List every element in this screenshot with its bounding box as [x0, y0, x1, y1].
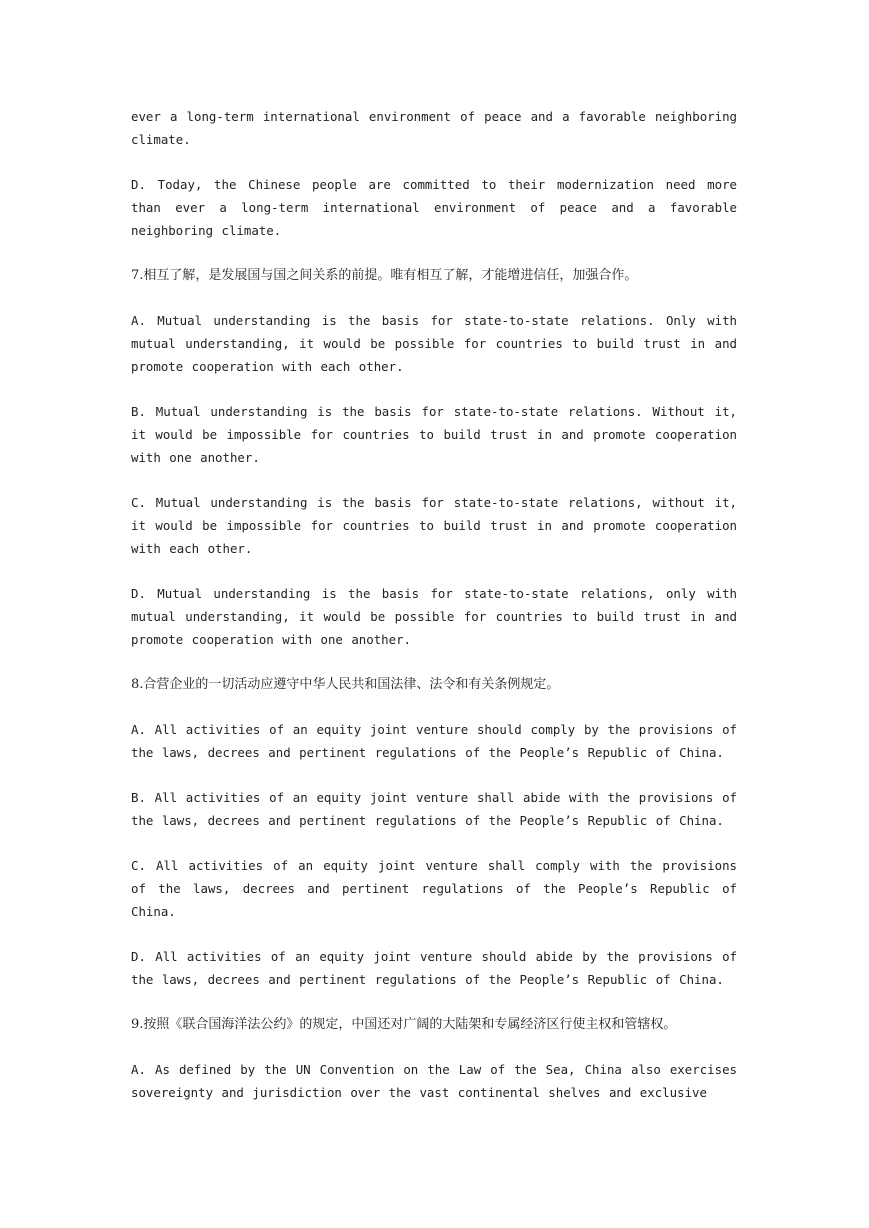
- q6-option-d: D. Today, the Chinese people are committed to their modernization need more than ever a long-term international environment of peace and a favorable neighboring climate.: [131, 177, 737, 238]
- q7-option-c: C. Mutual understanding is the basis for state-to-state relations, without it, it would be impossible for countries to build trust in and promote cooperation with each other.: [131, 495, 737, 556]
- q8-option-c: C. All activities of an equity joint venture shall comply with the provisions of the laws, decrees and pertinent regulations of the People’s Republic of China.: [131, 858, 737, 919]
- q8-option-d: D. All activities of an equity joint venture should abide by the provisions of the laws, decrees and pertinent regulations of the People’s Republic of China.: [131, 949, 737, 987]
- q8-prompt: 8.合营企业的一切活动应遵守中华人民共和国法律、法令和有关条例规定。: [131, 677, 560, 692]
- q9-option-a: A. As defined by the UN Convention on the Law of the Sea, China also exercises sovereignty and jurisdiction over the vast continental shelves and exclusive: [131, 1062, 737, 1100]
- q7-option-b: B. Mutual understanding is the basis for state-to-state relations. Without it, it would be impossible for countries to build trust in and promote cooperation with one another.: [131, 404, 737, 465]
- q8-option-a: A. All activities of an equity joint venture should comply by the provisions of the laws, decrees and pertinent regulations of the People’s Republic of China.: [131, 722, 737, 760]
- intro-fragment: ever a long-term international environment of peace and a favorable neighboring climate.: [131, 109, 737, 147]
- q9-prompt: 9.按照《联合国海洋法公约》的规定，中国还对广阔的大陆架和专属经济区行使主权和管辖权。: [131, 1017, 677, 1032]
- q7-option-d: D. Mutual understanding is the basis for state-to-state relations, only with mutual understanding, it would be possible for countries to build trust in and promote cooperation with one another.: [131, 586, 737, 647]
- q7-option-a: A. Mutual understanding is the basis for state-to-state relations. Only with mutual understanding, it would be possible for countries to build trust in and promote cooperation with each other.: [131, 313, 737, 374]
- q7-prompt: 7.相互了解，是发展国与国之间关系的前提。唯有相互了解，才能增进信任，加强合作。: [131, 268, 638, 283]
- document-page: [131, 105, 737, 1126]
- q8-option-b: B. All activities of an equity joint venture shall abide with the provisions of the laws, decrees and pertinent regulations of the People’s Republic of China.: [131, 790, 737, 828]
